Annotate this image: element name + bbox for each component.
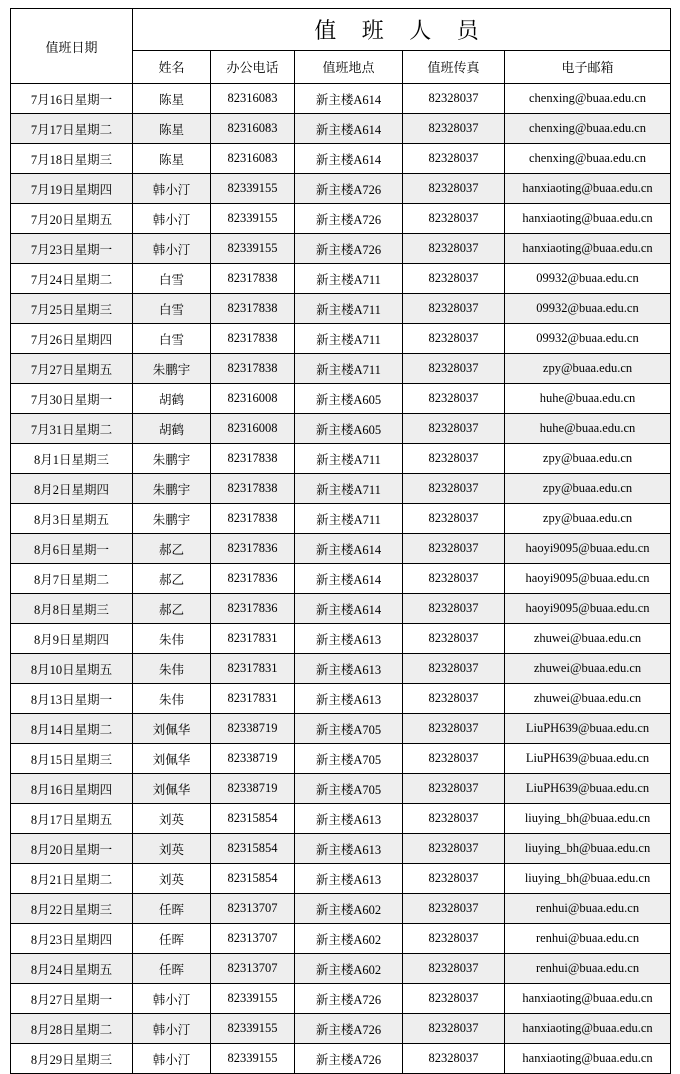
- cell-mail: haoyi9095@buaa.edu.cn: [505, 594, 671, 624]
- cell-fax: 82328037: [403, 504, 505, 534]
- cell-fax: 82328037: [403, 654, 505, 684]
- cell-name: 任晖: [133, 924, 211, 954]
- cell-name: 朱鹏宇: [133, 444, 211, 474]
- table-row: [11, 804, 671, 834]
- cell-tel: 82313707: [211, 924, 295, 954]
- cell-tel: 82315854: [211, 864, 295, 894]
- cell-place: 新主楼A711: [295, 264, 403, 294]
- cell-tel: 82317831: [211, 624, 295, 654]
- cell-place: 新主楼A614: [295, 84, 403, 114]
- cell-fax: 82328037: [403, 144, 505, 174]
- cell-place: 新主楼A602: [295, 894, 403, 924]
- cell-date: 7月16日星期一: [11, 84, 133, 114]
- cell-mail: zpy@buaa.edu.cn: [505, 474, 671, 504]
- table-row: [11, 504, 671, 534]
- cell-tel: 82317838: [211, 474, 295, 504]
- cell-mail: zhuwei@buaa.edu.cn: [505, 624, 671, 654]
- cell-name: 刘英: [133, 834, 211, 864]
- table-header: [11, 9, 671, 84]
- cell-fax: 82328037: [403, 204, 505, 234]
- cell-mail: liuying_bh@buaa.edu.cn: [505, 834, 671, 864]
- cell-place: 新主楼A614: [295, 594, 403, 624]
- cell-mail: chenxing@buaa.edu.cn: [505, 114, 671, 144]
- cell-date: 8月22日星期三: [11, 894, 133, 924]
- cell-tel: 82317836: [211, 594, 295, 624]
- cell-date: 7月20日星期五: [11, 204, 133, 234]
- cell-name: 韩小汀: [133, 174, 211, 204]
- cell-fax: 82328037: [403, 1014, 505, 1044]
- cell-place: 新主楼A605: [295, 384, 403, 414]
- cell-mail: renhui@buaa.edu.cn: [505, 924, 671, 954]
- cell-tel: 82317831: [211, 654, 295, 684]
- cell-name: 郝乙: [133, 534, 211, 564]
- cell-mail: huhe@buaa.edu.cn: [505, 414, 671, 444]
- cell-name: 陈星: [133, 84, 211, 114]
- cell-tel: 82313707: [211, 954, 295, 984]
- cell-fax: 82328037: [403, 444, 505, 474]
- cell-name: 任晖: [133, 894, 211, 924]
- cell-tel: 82315854: [211, 834, 295, 864]
- cell-place: 新主楼A711: [295, 444, 403, 474]
- cell-fax: 82328037: [403, 744, 505, 774]
- cell-tel: 82317838: [211, 324, 295, 354]
- cell-fax: 82328037: [403, 594, 505, 624]
- cell-tel: 82317838: [211, 294, 295, 324]
- table-row: [11, 834, 671, 864]
- cell-fax: 82328037: [403, 984, 505, 1014]
- cell-name: 韩小汀: [133, 204, 211, 234]
- header-mail: 电子邮箱: [505, 50, 671, 83]
- table-row: [11, 444, 671, 474]
- cell-name: 任晖: [133, 954, 211, 984]
- cell-name: 朱伟: [133, 654, 211, 684]
- cell-mail: zhuwei@buaa.edu.cn: [505, 684, 671, 714]
- cell-fax: 82328037: [403, 354, 505, 384]
- cell-name: 刘英: [133, 804, 211, 834]
- cell-name: 韩小汀: [133, 1014, 211, 1044]
- cell-mail: renhui@buaa.edu.cn: [505, 954, 671, 984]
- cell-fax: 82328037: [403, 474, 505, 504]
- cell-place: 新主楼A711: [295, 354, 403, 384]
- table-row: [11, 984, 671, 1014]
- cell-name: 刘佩华: [133, 714, 211, 744]
- table-row: [11, 324, 671, 354]
- cell-place: 新主楼A705: [295, 714, 403, 744]
- cell-place: 新主楼A726: [295, 174, 403, 204]
- table-row: [11, 234, 671, 264]
- table-row: [11, 774, 671, 804]
- table-row: [11, 564, 671, 594]
- cell-date: 7月27日星期五: [11, 354, 133, 384]
- cell-place: 新主楼A705: [295, 744, 403, 774]
- cell-tel: 82317838: [211, 504, 295, 534]
- table-row: [11, 414, 671, 444]
- table-row: [11, 1014, 671, 1044]
- cell-mail: 09932@buaa.edu.cn: [505, 264, 671, 294]
- cell-place: 新主楼A613: [295, 834, 403, 864]
- cell-tel: 82339155: [211, 984, 295, 1014]
- table-row: [11, 684, 671, 714]
- table-row: [11, 714, 671, 744]
- cell-date: 8月21日星期二: [11, 864, 133, 894]
- cell-name: 白雪: [133, 294, 211, 324]
- cell-mail: renhui@buaa.edu.cn: [505, 894, 671, 924]
- cell-place: 新主楼A711: [295, 474, 403, 504]
- cell-tel: 82339155: [211, 234, 295, 264]
- cell-tel: 82317838: [211, 444, 295, 474]
- cell-fax: 82328037: [403, 84, 505, 114]
- cell-mail: hanxiaoting@buaa.edu.cn: [505, 1014, 671, 1044]
- table-row: [11, 384, 671, 414]
- table-row: [11, 114, 671, 144]
- cell-fax: 82328037: [403, 1044, 505, 1074]
- cell-mail: 09932@buaa.edu.cn: [505, 324, 671, 354]
- cell-name: 刘英: [133, 864, 211, 894]
- cell-mail: chenxing@buaa.edu.cn: [505, 84, 671, 114]
- cell-date: 7月19日星期四: [11, 174, 133, 204]
- table-row: [11, 894, 671, 924]
- cell-date: 8月29日星期三: [11, 1044, 133, 1074]
- cell-place: 新主楼A614: [295, 534, 403, 564]
- cell-date: 7月23日星期一: [11, 234, 133, 264]
- cell-fax: 82328037: [403, 534, 505, 564]
- cell-tel: 82317838: [211, 354, 295, 384]
- cell-name: 朱鹏宇: [133, 474, 211, 504]
- cell-fax: 82328037: [403, 264, 505, 294]
- cell-date: 8月28日星期二: [11, 1014, 133, 1044]
- cell-tel: 82316083: [211, 144, 295, 174]
- cell-date: 8月14日星期二: [11, 714, 133, 744]
- cell-name: 韩小汀: [133, 984, 211, 1014]
- cell-name: 朱伟: [133, 684, 211, 714]
- table-row: [11, 654, 671, 684]
- cell-date: 8月2日星期四: [11, 474, 133, 504]
- cell-tel: 82317831: [211, 684, 295, 714]
- cell-fax: 82328037: [403, 114, 505, 144]
- header-row-title: [11, 9, 671, 51]
- cell-fax: 82328037: [403, 564, 505, 594]
- table-row: [11, 174, 671, 204]
- cell-date: 8月20日星期一: [11, 834, 133, 864]
- cell-mail: haoyi9095@buaa.edu.cn: [505, 534, 671, 564]
- cell-date: 8月8日星期三: [11, 594, 133, 624]
- cell-tel: 82317836: [211, 564, 295, 594]
- cell-name: 胡鹤: [133, 414, 211, 444]
- table-row: [11, 84, 671, 114]
- table-row: [11, 954, 671, 984]
- cell-tel: 82317838: [211, 264, 295, 294]
- cell-date: 7月26日星期四: [11, 324, 133, 354]
- cell-mail: zpy@buaa.edu.cn: [505, 354, 671, 384]
- cell-date: 8月24日星期五: [11, 954, 133, 984]
- cell-name: 刘佩华: [133, 744, 211, 774]
- cell-fax: 82328037: [403, 954, 505, 984]
- cell-name: 郝乙: [133, 594, 211, 624]
- table-row: [11, 294, 671, 324]
- cell-place: 新主楼A726: [295, 1014, 403, 1044]
- cell-fax: 82328037: [403, 804, 505, 834]
- cell-tel: 82313707: [211, 894, 295, 924]
- cell-date: 8月23日星期四: [11, 924, 133, 954]
- cell-place: 新主楼A613: [295, 804, 403, 834]
- cell-date: 8月27日星期一: [11, 984, 133, 1014]
- cell-tel: 82316008: [211, 414, 295, 444]
- cell-place: 新主楼A614: [295, 114, 403, 144]
- cell-mail: hanxiaoting@buaa.edu.cn: [505, 174, 671, 204]
- cell-fax: 82328037: [403, 864, 505, 894]
- cell-tel: 82338719: [211, 774, 295, 804]
- cell-name: 陈星: [133, 114, 211, 144]
- cell-mail: LiuPH639@buaa.edu.cn: [505, 714, 671, 744]
- cell-tel: 82316083: [211, 114, 295, 144]
- cell-fax: 82328037: [403, 894, 505, 924]
- table-row: [11, 744, 671, 774]
- duty-roster-table: [10, 8, 671, 1074]
- cell-fax: 82328037: [403, 774, 505, 804]
- table-row: [11, 1044, 671, 1074]
- table-row: [11, 534, 671, 564]
- cell-tel: 82338719: [211, 744, 295, 774]
- cell-date: 8月13日星期一: [11, 684, 133, 714]
- cell-place: 新主楼A726: [295, 204, 403, 234]
- cell-tel: 82316008: [211, 384, 295, 414]
- cell-place: 新主楼A613: [295, 624, 403, 654]
- cell-mail: hanxiaoting@buaa.edu.cn: [505, 984, 671, 1014]
- header-fax: 值班传真: [403, 50, 505, 83]
- cell-mail: liuying_bh@buaa.edu.cn: [505, 864, 671, 894]
- table-row: [11, 864, 671, 894]
- table-row: [11, 624, 671, 654]
- cell-mail: hanxiaoting@buaa.edu.cn: [505, 204, 671, 234]
- cell-mail: chenxing@buaa.edu.cn: [505, 144, 671, 174]
- cell-mail: zpy@buaa.edu.cn: [505, 504, 671, 534]
- cell-name: 韩小汀: [133, 1044, 211, 1074]
- cell-name: 朱鹏宇: [133, 504, 211, 534]
- cell-mail: zpy@buaa.edu.cn: [505, 444, 671, 474]
- cell-fax: 82328037: [403, 324, 505, 354]
- cell-place: 新主楼A705: [295, 774, 403, 804]
- cell-fax: 82328037: [403, 234, 505, 264]
- cell-tel: 82339155: [211, 174, 295, 204]
- cell-name: 白雪: [133, 264, 211, 294]
- cell-fax: 82328037: [403, 294, 505, 324]
- cell-place: 新主楼A711: [295, 324, 403, 354]
- cell-tel: 82339155: [211, 1014, 295, 1044]
- cell-date: 7月17日星期二: [11, 114, 133, 144]
- cell-fax: 82328037: [403, 384, 505, 414]
- cell-mail: haoyi9095@buaa.edu.cn: [505, 564, 671, 594]
- cell-place: 新主楼A613: [295, 864, 403, 894]
- cell-name: 郝乙: [133, 564, 211, 594]
- table-row: [11, 924, 671, 954]
- cell-name: 韩小汀: [133, 234, 211, 264]
- cell-fax: 82328037: [403, 174, 505, 204]
- cell-place: 新主楼A726: [295, 984, 403, 1014]
- cell-date: 8月10日星期五: [11, 654, 133, 684]
- cell-tel: 82315854: [211, 804, 295, 834]
- cell-date: 7月25日星期三: [11, 294, 133, 324]
- cell-name: 陈星: [133, 144, 211, 174]
- cell-date: 8月9日星期四: [11, 624, 133, 654]
- cell-tel: 82339155: [211, 1044, 295, 1074]
- header-date: 值班日期: [11, 9, 133, 84]
- cell-place: 新主楼A613: [295, 654, 403, 684]
- cell-place: 新主楼A726: [295, 1044, 403, 1074]
- cell-name: 刘佩华: [133, 774, 211, 804]
- cell-mail: hanxiaoting@buaa.edu.cn: [505, 234, 671, 264]
- cell-place: 新主楼A726: [295, 234, 403, 264]
- cell-place: 新主楼A614: [295, 144, 403, 174]
- cell-mail: LiuPH639@buaa.edu.cn: [505, 774, 671, 804]
- cell-fax: 82328037: [403, 414, 505, 444]
- cell-mail: huhe@buaa.edu.cn: [505, 384, 671, 414]
- cell-date: 7月30日星期一: [11, 384, 133, 414]
- table-row: [11, 474, 671, 504]
- cell-date: 8月1日星期三: [11, 444, 133, 474]
- header-name: 姓名: [133, 50, 211, 83]
- cell-name: 朱伟: [133, 624, 211, 654]
- cell-mail: hanxiaoting@buaa.edu.cn: [505, 1044, 671, 1074]
- table-row: [11, 594, 671, 624]
- cell-place: 新主楼A613: [295, 684, 403, 714]
- cell-mail: zhuwei@buaa.edu.cn: [505, 654, 671, 684]
- header-place: 值班地点: [295, 50, 403, 83]
- cell-mail: 09932@buaa.edu.cn: [505, 294, 671, 324]
- cell-mail: liuying_bh@buaa.edu.cn: [505, 804, 671, 834]
- cell-place: 新主楼A614: [295, 564, 403, 594]
- cell-place: 新主楼A605: [295, 414, 403, 444]
- table-title: 值 班 人 员: [133, 9, 671, 51]
- cell-tel: 82339155: [211, 204, 295, 234]
- cell-fax: 82328037: [403, 714, 505, 744]
- cell-place: 新主楼A602: [295, 954, 403, 984]
- cell-date: 8月15日星期三: [11, 744, 133, 774]
- table-body: [11, 84, 671, 1074]
- cell-place: 新主楼A711: [295, 504, 403, 534]
- table-row: [11, 264, 671, 294]
- cell-date: 8月3日星期五: [11, 504, 133, 534]
- cell-date: 8月16日星期四: [11, 774, 133, 804]
- table-row: [11, 144, 671, 174]
- header-tel: 办公电话: [211, 50, 295, 83]
- cell-fax: 82328037: [403, 684, 505, 714]
- cell-fax: 82328037: [403, 924, 505, 954]
- cell-name: 朱鹏宇: [133, 354, 211, 384]
- cell-place: 新主楼A602: [295, 924, 403, 954]
- cell-place: 新主楼A711: [295, 294, 403, 324]
- cell-date: 8月6日星期一: [11, 534, 133, 564]
- cell-tel: 82317836: [211, 534, 295, 564]
- cell-date: 8月17日星期五: [11, 804, 133, 834]
- cell-name: 白雪: [133, 324, 211, 354]
- table-row: [11, 204, 671, 234]
- cell-tel: 82338719: [211, 714, 295, 744]
- cell-date: 7月24日星期二: [11, 264, 133, 294]
- cell-tel: 82316083: [211, 84, 295, 114]
- cell-date: 7月31日星期二: [11, 414, 133, 444]
- table-row: [11, 354, 671, 384]
- cell-fax: 82328037: [403, 834, 505, 864]
- cell-mail: LiuPH639@buaa.edu.cn: [505, 744, 671, 774]
- cell-name: 胡鹤: [133, 384, 211, 414]
- cell-date: 8月7日星期二: [11, 564, 133, 594]
- cell-date: 7月18日星期三: [11, 144, 133, 174]
- cell-fax: 82328037: [403, 624, 505, 654]
